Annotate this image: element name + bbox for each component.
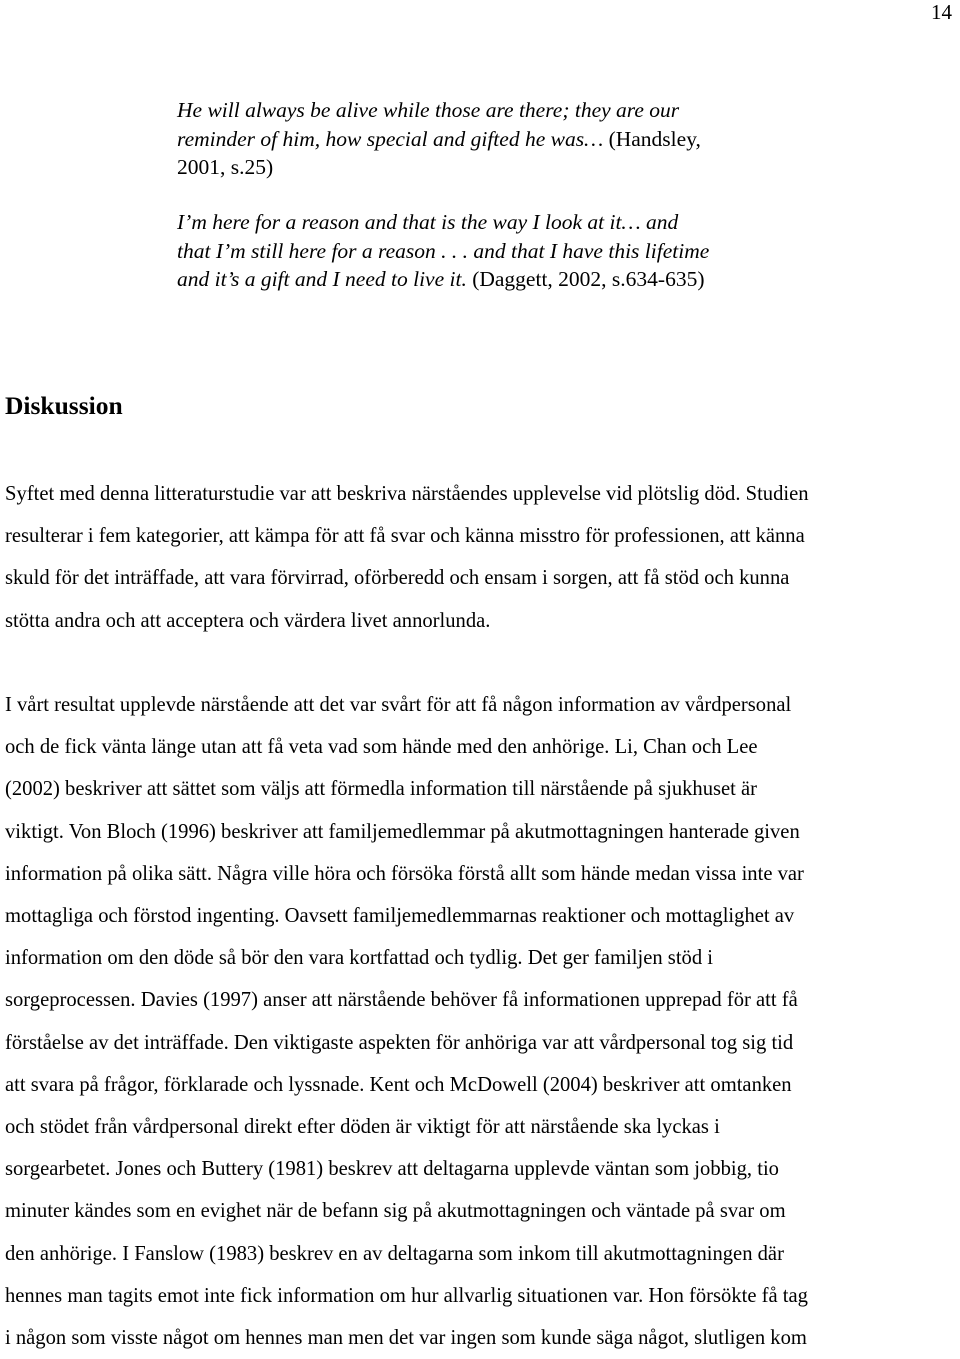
paragraph-line: sorgeprocessen. Davies (1997) anser att närstående behöver få informationen upprepad för att få [5,989,798,1012]
paragraph-line: (2002) beskriver att sättet som väljs att förmedla information till närstående på sjukhuset är [5,778,758,801]
paragraph-line: Syftet med denna litteraturstudie var att beskriva närståendes upplevelse vid plötslig död. Studien [5,483,809,505]
quote-line: He will always be alive while those are there; they are our [177,98,680,122]
paragraph-line: viktigt. Von Bloch (1996) beskriver att familjemedlemmar på akutmottagningen hanterade given [5,820,800,843]
section-heading: Diskussion [5,391,123,420]
paragraph-line: I vårt resultat upplevde närstående att det var svårt för att få någon information av vårdpersonal [5,694,792,716]
paragraph-line: information på olika sätt. Några ville höra och försöka förstå allt som hände medan vissa inte var [5,862,804,885]
paragraph-line: i någon som visste något om hennes man men det var ingen som kunde säga något, slutligen kom [5,1327,807,1350]
paragraph-line: hennes man tagits emot inte fick information om hur allvarlig situationen var. Hon försökte få tag [5,1284,808,1307]
quote-line: and it’s a gift and I need to live it. [177,267,467,291]
paragraph-line: skuld för det inträffade, att vara förvirrad, oförberedd och ensam i sorgen, att få stöd och kunna [5,567,790,590]
quote-citation: (Daggett, 2002, s.634-635) [472,267,705,291]
paragraph-line: sorgearbetet. Jones och Buttery (1981) beskrev att deltagarna upplevde väntan som jobbig, tio [5,1158,779,1181]
quote-line: reminder of him, how special and gifted he was… [177,126,604,151]
paragraph-intro [5,473,960,642]
paragraph-line: resulterar i fem kategorier, att kämpa för att få svar och känna misstro för professionen, att känna [5,525,805,548]
block-quote-daggett [177,208,937,294]
paragraph-line: den anhörige. I Fanslow (1983) beskrev en av deltagarna som inkom till akutmottagningen där [5,1242,784,1265]
paragraph-line: minuter kändes som en evighet när de befann sig på akutmottagningen och väntade på svar om [5,1200,786,1223]
paragraph-line: mottagliga och förstod ingenting. Oavsett familjemedlemmarnas reaktioner och mottaglighet av [5,905,795,928]
paragraph-line: och de fick vänta länge utan att få veta vad som hände med den anhörige. Li, Chan och Lee [5,736,758,759]
quote-citation-continued: 2001, s.25) [177,155,274,179]
paragraph-line: och stödet från vårdpersonal direkt efter döden är viktigt för att närstående ska lyckas i [5,1116,720,1139]
paragraph-line: förståelse av det inträffade. Den viktigaste aspekten för anhöriga var att vårdpersonal tog sig tid [5,1031,794,1054]
quote-citation: (Handsley, [608,126,701,151]
quote-line: that I’m still here for a reason . . . and that I have this lifetime [177,238,710,263]
quote-line: I’m here for a reason and that is the way I look at it… and [177,210,679,234]
paragraph-line: stötta andra och att acceptera och värdera livet annorlunda. [5,609,491,632]
block-quote-handsley [177,96,937,182]
page-number: 14 [931,0,952,24]
paragraph-discussion [5,684,960,1359]
paragraph-line: information om den döde så bör den vara kortfattad och tydlig. Det ger familjen stöd i [5,947,714,970]
paragraph-line: att svara på frågor, förklarade och lyssnade. Kent och McDowell (2004) beskriver att omtanken [5,1073,792,1096]
